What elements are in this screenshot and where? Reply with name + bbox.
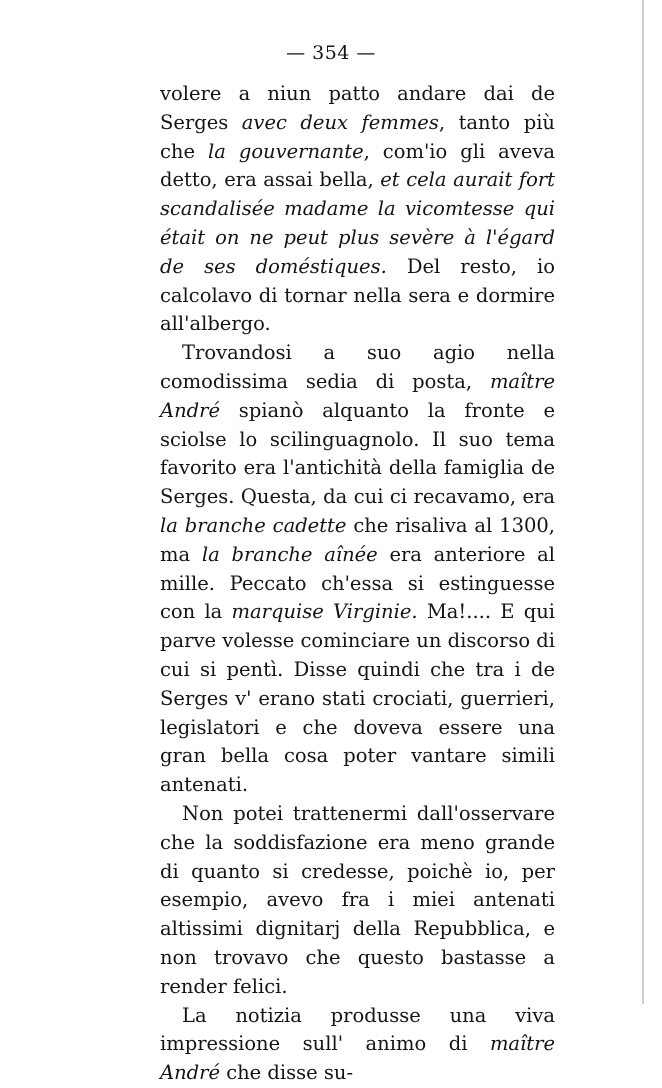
page-number: — 354 — xyxy=(286,42,376,64)
paragraph-2: Trovandosi a suo agio nella comodissima sedia di posta, maître André spianò alquanto la fronte e sciolse lo scilinguagnolo. Il suo tema favorito era l'antichità della famiglia de Serges. Questa, da cui ci recavamo, era la branche cadette che risaliva al 1300, ma la branche aînée era anteriore al mille. Peccato ch'essa si estinguesse con la marquise Virginie. Ma!.... E qui parve volesse cominciare un discorso di cui si pentì. Disse quindi che tra i de Serges v' erano stati crociati, guerrieri, legislatori e che doveva essere una gran bella cosa poter vantare simili antenati. xyxy=(160,341,556,797)
page-edge-divider xyxy=(642,0,644,1004)
paragraph-3: Non potei trattenermi dall'osservare che la soddisfazione era meno grande di quanto si credesse, poichè io, per esempio, avevo fra i miei antenati altissimi dignitarj della Repubblica, e non trovavo che questo bastasse a render felici. xyxy=(160,801,555,998)
paragraph-4: La notizia produsse una viva impressione sull' animo di maître André che disse su- xyxy=(160,1003,555,1085)
paragraph-1: volere a niun patto andare dai de Serges avec deux femmes, tanto più che la gouvernante, com'io gli aveva detto, era assai bella, et cela aurait fort scandalisée madame la vicomtesse qui était on ne peut plus sevère à l'égard de ses doméstiques. Del resto, io calcolavo di tornar nella sera e dormire all'albergo. xyxy=(160,82,556,336)
body-text xyxy=(160,80,555,1088)
